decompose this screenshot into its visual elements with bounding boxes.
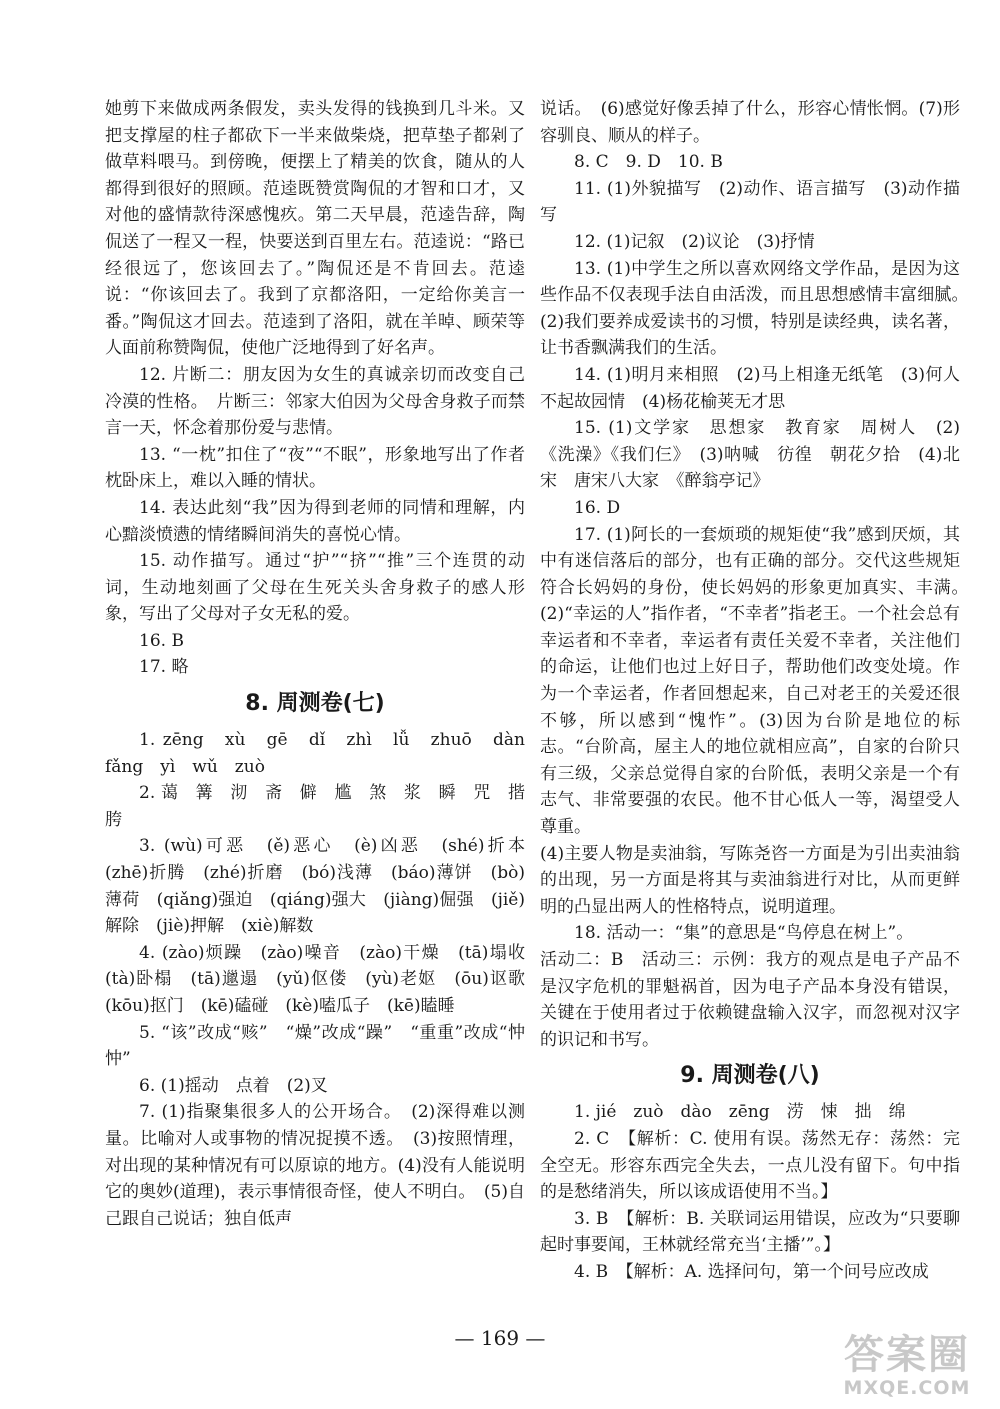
answer-paragraph: 16. B xyxy=(139,630,184,651)
right-paragraphs xyxy=(540,96,977,1053)
answer-paragraph: 16. D xyxy=(574,497,621,518)
section-8-items xyxy=(540,1099,960,1285)
answer-paragraph: 11. (1)外貌描写 (2)动作、语言描写 (3)动作描写 xyxy=(540,178,960,226)
answer-paragraph: 2. C 【解析：C. 使用有误。荡然无存：荡然：完全空无。形容东西完全失去，一点儿没有留下。句中指的是愁绪消失，所以该成语使用不当。】 xyxy=(540,1128,960,1203)
answer-paragraph: 17. (1)阿长的一套烦琐的规矩使“我”感到厌烦，其中有迷信落后的部分，也有正确的部分。交代这些规矩符合长妈妈的身份，使长妈妈的形象更加真实、丰满。 (2)“幸运的人”指作者，“不幸者”指老王。一个社会总有幸运者和不幸者，幸运者有责任关爱不幸者，关注他们的命运，让他们也过上好日子，帮助他们改变处境。作为一个幸运者，作者回想起来，自己对老王的关爱还很不够，所以感到“愧怍”。(3)因为台阶是地位的标志。“台阶高，屋主人的地位就相应高”，自家的台阶只有三级，父亲总觉得自家的台阶低，表明父亲是一个有志气、非常要强的农民。他不甘心低人一等，渴望受人尊重。 xyxy=(540,524,977,838)
watermark-line2: MXQE.COM xyxy=(843,1377,971,1399)
answer-paragraph: 说话。 (6)感觉好像丢掉了什么，形容心情怅惘。(7)形容驯良、顺从的样子。 xyxy=(540,99,960,146)
answer-paragraph: 12. 片断二：朋友因为女生的真诚亲切而改变自己冷漠的性格。 片断三：邻家大伯因为父母舍身救子而禁言一天，怀念着那份爱与悲情。 xyxy=(105,364,525,439)
answer-paragraph: 活动二：B 活动三：示例：我方的观点是电子产品不是汉字危机的罪魁祸首，因为电子产品本身没有错误，关键在于使用者过于依赖键盘输入汉字，而忽视对汉字的识记和书写。 xyxy=(540,950,960,1050)
left-column xyxy=(105,96,542,1232)
watermark-logo xyxy=(818,1333,996,1405)
answer-paragraph: 14. (1)明月来相照 (2)马上相逢无纸笔 (3)何人不起故园情 (4)杨花榆荚无才思 xyxy=(540,364,960,412)
answer-paragraph: 3. (wù)可恶 (ě)恶心 (è)凶恶 (shé)折本 (zhē)折腾 (zhé)折磨 (bó)浅薄 (báo)薄饼 (bò)薄荷 (qiǎng)强迫 (qiáng)强大 (jiàng)倔强 (jiě)解除 (jiè)押解 (xiè)解数 xyxy=(105,836,542,937)
watermark-line1: 答案圈 xyxy=(844,1332,970,1378)
answer-paragraph: 4. B 【解析：A. 选择问句，第一个问号应改成 xyxy=(574,1261,929,1282)
answer-paragraph: 13. “一枕”扣住了“夜”“不眠”，形象地写出了作者枕卧床上，难以入睡的情状。 xyxy=(105,444,525,492)
answer-paragraph: 5. “该”改成“赅” “燥”改成“躁” “重重”改成“忡忡” xyxy=(105,1022,525,1070)
answer-paragraph: 15. (1)文学家 思想家 教育家 周树人 (2)《洗澡》《我们仨》 (3)呐喊 彷徨 朝花夕拾 (4)北宋 唐宋八大家 《醉翁亭记》 xyxy=(540,418,960,492)
answer-paragraph: 12. (1)记叙 (2)议论 (3)抒情 xyxy=(574,231,815,252)
page-number: — 169 — xyxy=(454,1326,546,1350)
answer-paragraph: 1. zēng xù gē dǐ zhì lǚ zhuō dàn fǎng yì wǔ zuò xyxy=(105,730,542,777)
section-title-8: 9. 周测卷(八) xyxy=(680,1063,820,1089)
answer-paragraph: 17. 略 xyxy=(139,657,189,678)
answer-paragraph: 她剪下来做成两条假发，卖头发得的钱换到几斗米。又把支撑屋的柱子都砍下一半来做柴烧，把草垫子都剁了做草料喂马。到傍晚，便摆上了精美的饮食，随从的人都得到很好的照顾。范逵既赞赏陶侃的才智和口才，又对他的盛情款待深感愧疚。第二天早晨，范逵告辞，陶侃送了一程又一程，快要送到百里左右。范逵说：“路已经很远了，您该回去了。”陶侃还是不肯回去。范逵说：“你该回去了。我到了京都洛阳，一定给你美言一番。”陶侃这才回去。范逵到了洛阳，就在羊晫、顾荣等人面前称赞陶侃，使他广泛地得到了好名声。 xyxy=(105,99,525,359)
left-paragraphs xyxy=(105,96,525,681)
answer-paragraph: 8. C 9. D 10. B xyxy=(574,152,723,173)
answer-paragraph: 18. 活动一：“集”的意思是“鸟停息在树上”。 xyxy=(574,923,914,944)
section-7-items xyxy=(105,727,542,1232)
answer-paragraph: 15. 动作描写。通过“护”“挤”“推”三个连贯的动词，生动地刻画了父母在生死关头舍身救子的感人形象，写出了父母对子女无私的爱。 xyxy=(105,551,525,625)
answer-paragraph: 6. (1)摇动 点着 (2)叉 xyxy=(139,1075,328,1096)
answer-paragraph: 14. 表达此刻“我”因为得到老师的同情和理解，内心黯淡愤懑的情绪瞬间消失的喜悦心情。 xyxy=(105,497,525,545)
answer-paragraph: 3. B 【解析：B. 关联词运用错误，应改为“只要聊起时事要闻，王林就经常充当‘主播’”。】 xyxy=(540,1208,960,1256)
answer-paragraph: 13. (1)中学生之所以喜欢网络文学作品，是因为这些作品不仅表现手法自由活泼，而且思想感情丰富细腻。 (2)我们要养成爱读书的习惯，特别是读经典，读名著，让书香飘满我们的生活。 xyxy=(540,258,977,359)
answer-paragraph: 4. (zào)烦躁 (zào)噪音 (zào)干燥 (tā)塌收 (tà)卧榻 (tā)邋遢 (yǔ)伛偻 (yù)老妪 (ōu)讴歌 (kōu)抠门 (kē)磕碰 (kè)嗑瓜子 (kē)瞌睡 xyxy=(105,942,542,1016)
section-title-7: 8. 周测卷(七) xyxy=(245,691,385,717)
answer-paragraph: 7. (1)指聚集很多人的公开场合。 (2)深得难以测量。比喻对人或事物的情况捉摸不透。 (3)按照情理，对出现的某种情况有可以原谅的地方。(4)没有人能说明它的奥妙(道理)，表示事情很奇怪，使人不明白。 (5)自己跟自己说话；独自低声 xyxy=(105,1102,525,1229)
answer-paragraph: (4)主要人物是卖油翁，写陈尧咨一方面是为引出卖油翁的出现，另一方面是将其与卖油翁进行对比，从而更鲜明的凸显出两人的性格特点，说明道理。 xyxy=(540,843,960,917)
answer-paragraph: 2. 蔼 篝 沏 斋 僻 尴 煞 浆 瞬 咒 揩 胯 xyxy=(105,783,542,830)
answer-paragraph: 1. jié zuò dào zēng 涝 悚 拙 绵 xyxy=(574,1102,906,1123)
right-column xyxy=(540,96,977,1286)
